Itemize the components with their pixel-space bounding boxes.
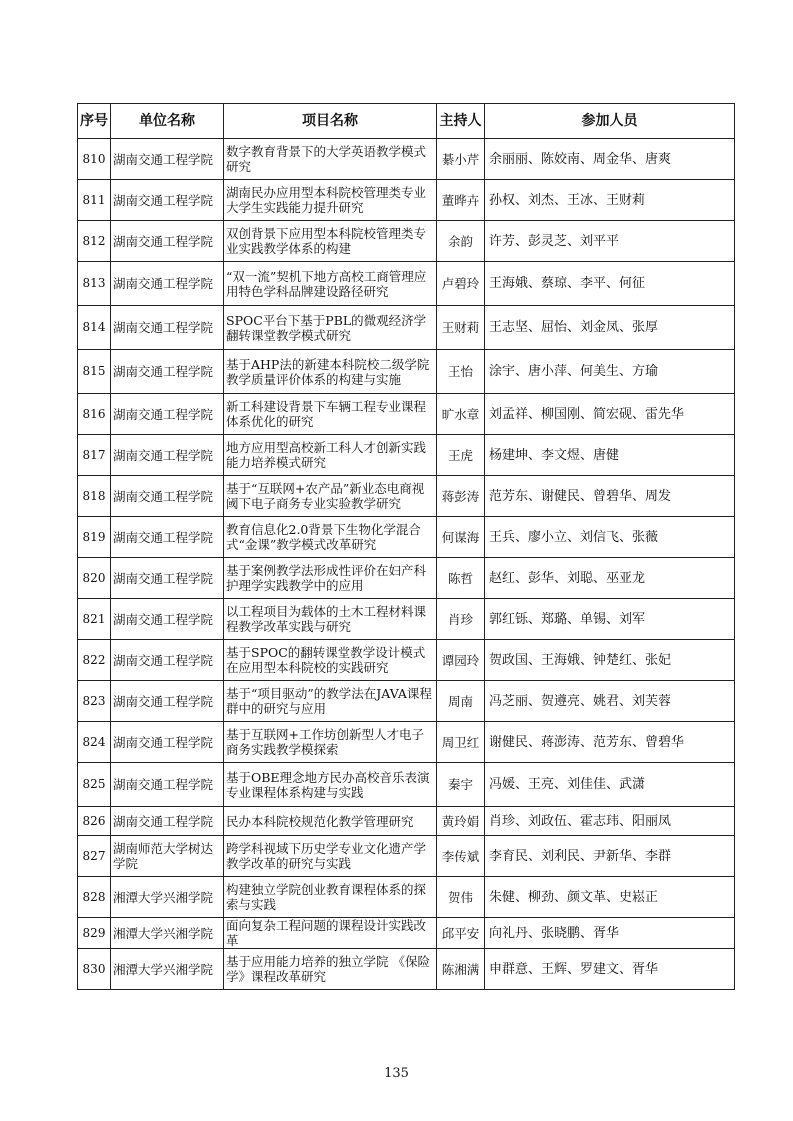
members-cell: 王海娥、蔡琼、李平、何征 (485, 262, 735, 306)
table-row (78, 394, 735, 435)
unit-name-cell: 湖南交通工程学院 (111, 722, 224, 763)
members-cell: 杨建坤、李文煜、唐健 (485, 435, 735, 476)
page-number: 135 (384, 1066, 409, 1081)
project-name-cell: 数字教育背景下的大学英语教学模式研究 (224, 139, 437, 180)
header-host: 主持人 (437, 104, 485, 139)
project-name-cell: 地方应用型高校新工科人才创新实践能力培养模式研究 (224, 435, 437, 476)
host-cell: 黄玲娟 (437, 807, 485, 836)
table-row (78, 763, 735, 807)
table-row (78, 640, 735, 681)
table-row (78, 681, 735, 722)
host-cell: 秦宇 (437, 763, 485, 807)
table-row (78, 949, 735, 990)
project-name-cell: 基于OBE理念地方民办高校音乐表演专业课程体系构建与实践 (224, 763, 437, 807)
host-cell: 王怡 (437, 350, 485, 394)
members-cell: 冯芝丽、贺遵亮、姚君、刘芙蓉 (485, 681, 735, 722)
members-cell: 郭红铄、郑璐、单锡、刘军 (485, 599, 735, 640)
members-cell: 贺政国、王海娥、钟楚红、张妃 (485, 640, 735, 681)
unit-name-cell: 湖南交通工程学院 (111, 350, 224, 394)
serial-no-cell: 822 (78, 640, 111, 681)
table-row (78, 517, 735, 558)
host-cell: 旷水章 (437, 394, 485, 435)
serial-no-cell: 827 (78, 836, 111, 877)
unit-name-cell: 湖南交通工程学院 (111, 763, 224, 807)
unit-name-cell: 湖南交通工程学院 (111, 517, 224, 558)
unit-name-cell: 湖南交通工程学院 (111, 599, 224, 640)
project-name-cell: 基于SPOC的翻转课堂教学设计模式在应用型本科院校的实践研究 (224, 640, 437, 681)
host-cell: 卢碧玲 (437, 262, 485, 306)
members-cell: 申群意、王辉、罗建文、胥华 (485, 949, 735, 990)
serial-no-cell: 830 (78, 949, 111, 990)
serial-no-cell: 823 (78, 681, 111, 722)
project-name-cell: 基于AHP法的新建本科院校二级学院教学质量评价体系的构建与实施 (224, 350, 437, 394)
table-row (78, 836, 735, 877)
members-cell: 许芳、彭灵芝、刘平平 (485, 221, 735, 262)
unit-name-cell: 湖南交通工程学院 (111, 681, 224, 722)
serial-no-cell: 826 (78, 807, 111, 836)
project-table (77, 103, 735, 990)
serial-no-cell: 816 (78, 394, 111, 435)
host-cell: 肖珍 (437, 599, 485, 640)
project-name-cell: 基于案例教学法形成性评价在妇产科护理学实践教学中的应用 (224, 558, 437, 599)
project-name-cell: 跨学科视域下历史学专业文化遗产学教学改革的研究与实践 (224, 836, 437, 877)
host-cell: 綦小芹 (437, 139, 485, 180)
unit-name-cell: 湖南交通工程学院 (111, 640, 224, 681)
unit-name-cell: 湖南交通工程学院 (111, 139, 224, 180)
table-row (78, 350, 735, 394)
host-cell: 邱平安 (437, 918, 485, 949)
project-name-cell: 基于“项目驱动”的教学法在JAVA课程群中的研究与应用 (224, 681, 437, 722)
header-row (78, 104, 735, 139)
host-cell: 蒋彭涛 (437, 476, 485, 517)
host-cell: 周卫红 (437, 722, 485, 763)
table-row (78, 476, 735, 517)
table-row (78, 877, 735, 918)
members-cell: 谢健民、蒋澎涛、范芳东、曾碧华 (485, 722, 735, 763)
project-name-cell: 基于互联网+工作坊创新型人才电子商务实践教学模探索 (224, 722, 437, 763)
unit-name-cell: 湖南交通工程学院 (111, 262, 224, 306)
serial-no-cell: 815 (78, 350, 111, 394)
host-cell: 董晔卉 (437, 180, 485, 221)
project-name-cell: 基于“互联网+农产品”新业态电商视阈下电子商务专业实验教学研究 (224, 476, 437, 517)
host-cell: 贺伟 (437, 877, 485, 918)
table-row (78, 221, 735, 262)
unit-name-cell: 湖南交通工程学院 (111, 221, 224, 262)
project-name-cell: 以工程项目为载体的土木工程材料课程教学改革实践与研究 (224, 599, 437, 640)
unit-name-cell: 湘潭大学兴湘学院 (111, 949, 224, 990)
table-row (78, 558, 735, 599)
serial-no-cell: 824 (78, 722, 111, 763)
serial-no-cell: 828 (78, 877, 111, 918)
members-cell: 孙权、刘杰、王冰、王财莉 (485, 180, 735, 221)
host-cell: 何谋海 (437, 517, 485, 558)
serial-no-cell: 812 (78, 221, 111, 262)
serial-no-cell: 811 (78, 180, 111, 221)
project-name-cell: 基于应用能力培养的独立学院 《保险学》课程改革研究 (224, 949, 437, 990)
members-cell: 冯媛、王亮、刘佳佳、武潇 (485, 763, 735, 807)
table-row (78, 807, 735, 836)
members-cell: 涂宇、唐小萍、何美生、方瑜 (485, 350, 735, 394)
host-cell: 余韵 (437, 221, 485, 262)
project-name-cell: 新工科建设背景下车辆工程专业课程体系优化的研究 (224, 394, 437, 435)
table-row (78, 262, 735, 306)
project-name-cell: 双创背景下应用型本科院校管理类专业实践教学体系的构建 (224, 221, 437, 262)
unit-name-cell: 湖南师范大学树达学院 (111, 836, 224, 877)
unit-name-cell: 湘潭大学兴湘学院 (111, 877, 224, 918)
members-cell: 肖珍、刘政伍、霍志玮、阳丽凤 (485, 807, 735, 836)
header-serial-no: 序号 (78, 104, 111, 139)
members-cell: 刘孟祥、柳国刚、简宏砚、雷先华 (485, 394, 735, 435)
host-cell: 谭园玲 (437, 640, 485, 681)
serial-no-cell: 818 (78, 476, 111, 517)
serial-no-cell: 819 (78, 517, 111, 558)
project-name-cell: SPOC平台下基于PBL的微观经济学翻转课堂教学模式研究 (224, 306, 437, 350)
members-cell: 王兵、廖小立、刘信飞、张薇 (485, 517, 735, 558)
header-members: 参加人员 (485, 104, 735, 139)
host-cell: 陈哲 (437, 558, 485, 599)
members-cell: 王志坚、屈怡、刘金凤、张厚 (485, 306, 735, 350)
table-row (78, 306, 735, 350)
host-cell: 王虎 (437, 435, 485, 476)
host-cell: 陈湘满 (437, 949, 485, 990)
project-name-cell: 面向复杂工程问题的课程设计实践改革 (224, 918, 437, 949)
members-cell: 向礼丹、张晓鹏、胥华 (485, 918, 735, 949)
table-row (78, 180, 735, 221)
serial-no-cell: 829 (78, 918, 111, 949)
header-project-name: 项目名称 (224, 104, 437, 139)
serial-no-cell: 817 (78, 435, 111, 476)
unit-name-cell: 湖南交通工程学院 (111, 306, 224, 350)
members-cell: 朱健、柳劲、颜文革、史崧正 (485, 877, 735, 918)
table-row (78, 918, 735, 949)
header-unit-name: 单位名称 (111, 104, 224, 139)
project-name-cell: 教育信息化2.0背景下生物化学混合式“金课”教学模式改革研究 (224, 517, 437, 558)
project-name-cell: 民办本科院校规范化教学管理研究 (224, 807, 437, 836)
members-cell: 赵红、彭华、刘聪、巫亚龙 (485, 558, 735, 599)
serial-no-cell: 813 (78, 262, 111, 306)
table-row (78, 139, 735, 180)
table-row (78, 435, 735, 476)
unit-name-cell: 湖南交通工程学院 (111, 180, 224, 221)
serial-no-cell: 825 (78, 763, 111, 807)
host-cell: 李传斌 (437, 836, 485, 877)
unit-name-cell: 湖南交通工程学院 (111, 476, 224, 517)
project-name-cell: “双一流”契机下地方高校工商管理应用特色学科品牌建设路径研究 (224, 262, 437, 306)
unit-name-cell: 湖南交通工程学院 (111, 394, 224, 435)
table-row (78, 599, 735, 640)
serial-no-cell: 810 (78, 139, 111, 180)
serial-no-cell: 814 (78, 306, 111, 350)
unit-name-cell: 湖南交通工程学院 (111, 435, 224, 476)
serial-no-cell: 821 (78, 599, 111, 640)
unit-name-cell: 湖南交通工程学院 (111, 807, 224, 836)
host-cell: 周南 (437, 681, 485, 722)
unit-name-cell: 湖南交通工程学院 (111, 558, 224, 599)
project-name-cell: 湖南民办应用型本科院校管理类专业大学生实践能力提升研究 (224, 180, 437, 221)
members-cell: 李育民、刘利民、尹新华、李群 (485, 836, 735, 877)
members-cell: 余丽丽、陈姣南、周金华、唐爽 (485, 139, 735, 180)
project-name-cell: 构建独立学院创业教育课程体系的探索与实践 (224, 877, 437, 918)
members-cell: 范芳东、谢健民、曾碧华、周发 (485, 476, 735, 517)
table-row (78, 722, 735, 763)
host-cell: 王财莉 (437, 306, 485, 350)
unit-name-cell: 湘潭大学兴湘学院 (111, 918, 224, 949)
serial-no-cell: 820 (78, 558, 111, 599)
